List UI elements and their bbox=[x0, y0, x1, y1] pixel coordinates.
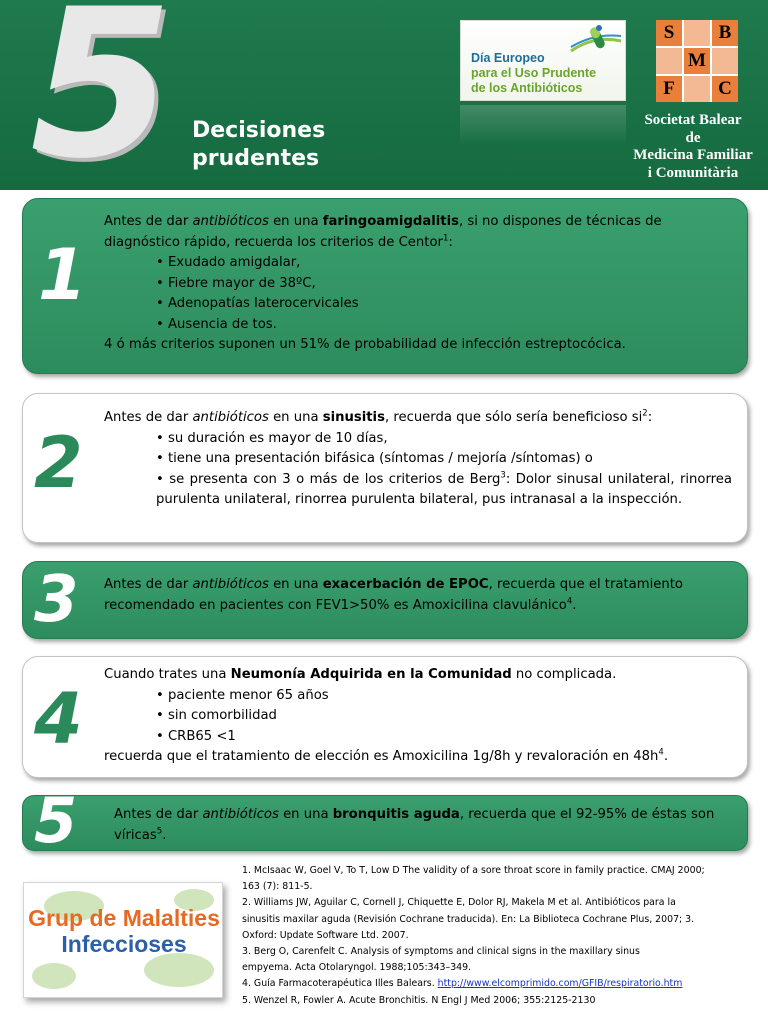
decision-text-4 bbox=[104, 665, 734, 768]
reference-5: 5. Wenzel R, Fowler A. Acute Bronchitis. N Engl J Med 2006; 355:2125-2130 bbox=[242, 994, 596, 1006]
decision-1-bullet: • Fiebre mayor de 38ºC, bbox=[156, 275, 316, 291]
decision-number-5: 5 bbox=[34, 784, 78, 857]
logo-bacteria-shape bbox=[144, 953, 214, 987]
decision-4-intro: Cuando trates una Neumonía Adquirida en la Comunidad no complicada. bbox=[104, 667, 617, 682]
decision-text-2 bbox=[104, 408, 732, 511]
sbmfc-letter-c: C bbox=[712, 76, 738, 102]
sbmfc-letter-b: B bbox=[712, 20, 738, 46]
decision-2-bullet: • tiene una presentación bifásica (síntomas / mejoría /síntomas) o bbox=[156, 451, 593, 466]
reference-line: sinusitis maxilar aguda (Revisión Cochrane traducida). En: La Biblioteca Cochrane Plus, 2007; 3. bbox=[242, 913, 695, 925]
grup-logo-text bbox=[24, 905, 223, 957]
decision-number-1: 1 bbox=[38, 234, 87, 316]
decision-4-bullet: • sin comorbilidad bbox=[156, 708, 277, 723]
reference-line: Oxford: Update Software Ltd. 2007. bbox=[242, 929, 409, 941]
decision-number-4: 4 bbox=[34, 678, 83, 760]
reference-line: 1. McIsaac W, Goel V, To T, Low D The validity of a sore throat score in family practice. CMAJ 2000; bbox=[242, 865, 705, 876]
header-banner bbox=[0, 0, 768, 190]
decision-text-5 bbox=[114, 805, 734, 846]
header-big-number: 5 bbox=[30, 0, 173, 190]
reference-line: empyema. Acta Otolaryngol. 1988;105:343–349. bbox=[242, 962, 472, 974]
sbmfc-tile bbox=[712, 48, 738, 74]
decision-5-intro: Antes de dar antibióticos en una bronquitis aguda, recuerda que el 92-95% de éstas son bbox=[114, 807, 715, 822]
reference-line: 2. Williams JW, Aguilar C, Cornell J, Chiquette E, Dolor RJ, Makela M et al. Antibióticos para la bbox=[242, 897, 676, 909]
decision-2-bullet: • se presenta con 3 o más de los criterios de Berg$^3$: Dolor sinusal unilateral, rinorrea purulenta unilateral, rinorrea purulenta bilateral, pus intranasal a la inspección. bbox=[156, 470, 732, 507]
decision-1-bullet: • Ausencia de tos. bbox=[156, 316, 277, 332]
decision-5-line-2: víricas$^5$. bbox=[114, 826, 167, 843]
decision-4-closing: recuerda que el tratamiento de elección es Amoxicilina 1g/8h y revaloración en $48h^4$. bbox=[104, 747, 669, 764]
decision-text-1 bbox=[104, 212, 716, 356]
title-line-2: prudentes bbox=[192, 146, 320, 171]
decision-2-intro: Antes de dar antibióticos en una sinusitis, recuerda que sólo sería beneficioso $si^2$: bbox=[104, 408, 653, 425]
decision-1-bullet: • Exudado amigdalar, bbox=[156, 255, 301, 270]
decision-text-3 bbox=[104, 575, 734, 616]
references bbox=[242, 863, 762, 1009]
sbmfc-tile bbox=[656, 48, 682, 74]
sbmfc-caption-line-4: i Comunitària bbox=[647, 164, 739, 181]
decision-4-bullet: • CRB65 <1 bbox=[156, 728, 236, 744]
sbmfc-letter-m: M bbox=[684, 48, 710, 74]
sbmfc-tile bbox=[684, 20, 710, 46]
reference-4: 4. Guía Farmacoterapéutica Illes Balears. http://www.elcomprimido.com/GFIB/respiratorio.htm bbox=[242, 978, 683, 990]
campaign-line-1: Día Europeo bbox=[471, 51, 545, 65]
decision-number-3: 3 bbox=[34, 563, 79, 637]
decision-1-intro-2: diagnóstico rápido, recuerda los criterios de Centor$^1$: bbox=[104, 233, 453, 250]
reference-line: 3. Berg O, Carenfelt C. Analysis of symptoms and clinical signs in the maxillary sinus bbox=[242, 946, 640, 958]
decision-3-intro: Antes de dar antibióticos en una exacerbación de EPOC, recuerda que el tratamiento bbox=[104, 577, 683, 592]
campaign-logo-reflection bbox=[460, 105, 626, 145]
decision-1-bullet: • Adenopatías laterocervicales bbox=[156, 296, 359, 311]
sbmfc-letter-f: F bbox=[656, 76, 682, 102]
sbmfc-caption-line-1: Societat Balear bbox=[644, 112, 742, 128]
grup-malalties-logo bbox=[23, 882, 223, 998]
decision-1-closing: 4 ó más criterios suponen un 51% de probabilidad de infección estreptocócica. bbox=[104, 337, 626, 352]
decision-3-line-2: recomendado en pacientes con FEV1>50% es Amoxicilina clavulánico$^4$. bbox=[104, 596, 577, 613]
sbmfc-caption-line-2: de bbox=[685, 129, 701, 146]
sbmfc-caption-line-3: Medicina Familiar bbox=[633, 147, 753, 163]
campaign-line-3: de los Antibióticos bbox=[471, 81, 583, 95]
page-title bbox=[192, 117, 452, 173]
sbmfc-logo bbox=[656, 20, 738, 102]
decision-4-bullet: • paciente menor 65 años bbox=[156, 687, 329, 703]
sbmfc-caption bbox=[618, 112, 768, 182]
reference-line: 163 (7): 811-5. bbox=[242, 881, 313, 893]
grup-logo-line-1: Grup de Malalties bbox=[28, 905, 220, 931]
reference-4-link[interactable]: http://www.elcomprimido.com/GFIB/respiratorio.htm bbox=[437, 978, 683, 990]
campaign-logo-text bbox=[471, 51, 621, 96]
campaign-line-2: para el Uso Prudente bbox=[471, 66, 597, 80]
campaign-logo bbox=[460, 20, 626, 101]
decision-number-2: 2 bbox=[34, 422, 83, 504]
title-line-1: Decisiones bbox=[192, 118, 326, 143]
logo-bacteria-shape bbox=[32, 963, 76, 989]
sbmfc-tile bbox=[684, 76, 710, 102]
decision-1-intro: Antes de dar antibióticos en una faringoamigdalitis, si no dispones de técnicas de bbox=[104, 214, 662, 229]
sbmfc-letter-s: S bbox=[656, 20, 682, 46]
grup-logo-line-2: Infeccioses bbox=[61, 931, 187, 957]
decision-2-bullet: • su duración es mayor de 10 días, bbox=[156, 430, 388, 446]
